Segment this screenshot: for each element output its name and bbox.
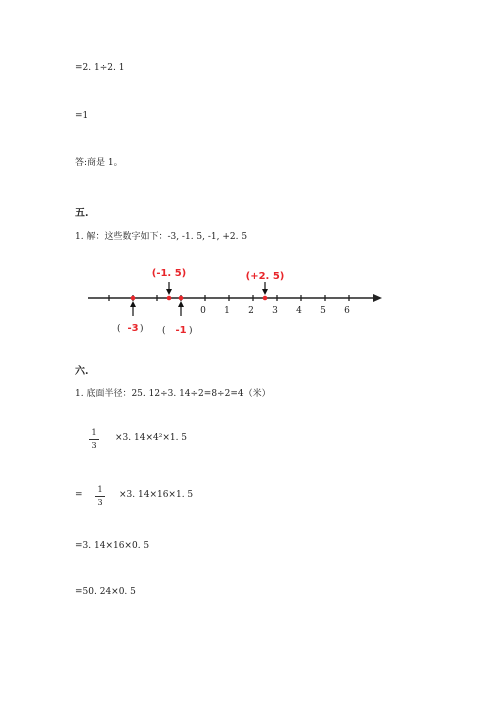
step-result: =1 xyxy=(75,111,89,121)
marked-point xyxy=(263,296,268,301)
label-neg-1-5: (-1. 5) xyxy=(151,268,187,279)
fraction-numerator: 1 xyxy=(91,428,97,437)
marked-point xyxy=(167,296,172,301)
paren-open: ( xyxy=(162,326,166,336)
down-arrowhead xyxy=(262,289,268,295)
fraction-one-third-2 xyxy=(95,485,105,508)
volume-step: =3. 14×16×0. 5 xyxy=(75,541,150,551)
volume-step-2: =50. 24×0. 5 xyxy=(75,587,136,597)
equals-sign: = xyxy=(75,490,83,500)
label-neg-1: -1 xyxy=(175,325,187,336)
step-divide: =2. 1÷2. 1 xyxy=(75,63,125,73)
fraction-denominator: 3 xyxy=(97,498,103,507)
paren-open: ( xyxy=(117,324,121,334)
down-arrowhead xyxy=(166,289,172,295)
solution-intro: 1. 解：这些数字如下：-3, -1. 5, -1, +2. 5 xyxy=(75,232,248,242)
tick-label: 3 xyxy=(272,306,278,316)
tick-label: 5 xyxy=(320,306,326,316)
fraction-one-third xyxy=(89,428,99,451)
label-neg-3: -3 xyxy=(127,323,139,334)
tick-label: 2 xyxy=(248,306,254,316)
fraction-numerator: 1 xyxy=(97,485,103,494)
radius-line: 1. 底面半径：25. 12÷3. 14÷2=8÷2=4（米） xyxy=(75,389,271,399)
up-arrowhead xyxy=(130,301,136,307)
volume-formula: ×3. 14×4²×1. 5 xyxy=(115,433,188,443)
fraction-bar xyxy=(89,439,99,440)
volume-substituted: ×3. 14×16×1. 5 xyxy=(119,490,194,500)
paren-close: ) xyxy=(140,324,144,334)
paren-close: ) xyxy=(189,326,193,336)
section-heading-5: 五. xyxy=(75,208,89,219)
label-pos-2-5: (+2. 5) xyxy=(245,271,285,282)
marked-point xyxy=(179,296,184,301)
axis-arrowhead xyxy=(373,294,382,302)
marked-point xyxy=(131,296,136,301)
up-arrowhead xyxy=(178,301,184,307)
tick-label: 6 xyxy=(344,306,350,316)
section-heading-6: 六. xyxy=(75,366,89,377)
tick-label: 4 xyxy=(296,306,302,316)
answer-line: 答:商是 1。 xyxy=(75,158,123,168)
fraction-bar xyxy=(95,496,105,497)
fraction-denominator: 3 xyxy=(91,441,97,450)
tick-label: 1 xyxy=(224,306,230,316)
tick-label: 0 xyxy=(200,306,206,316)
